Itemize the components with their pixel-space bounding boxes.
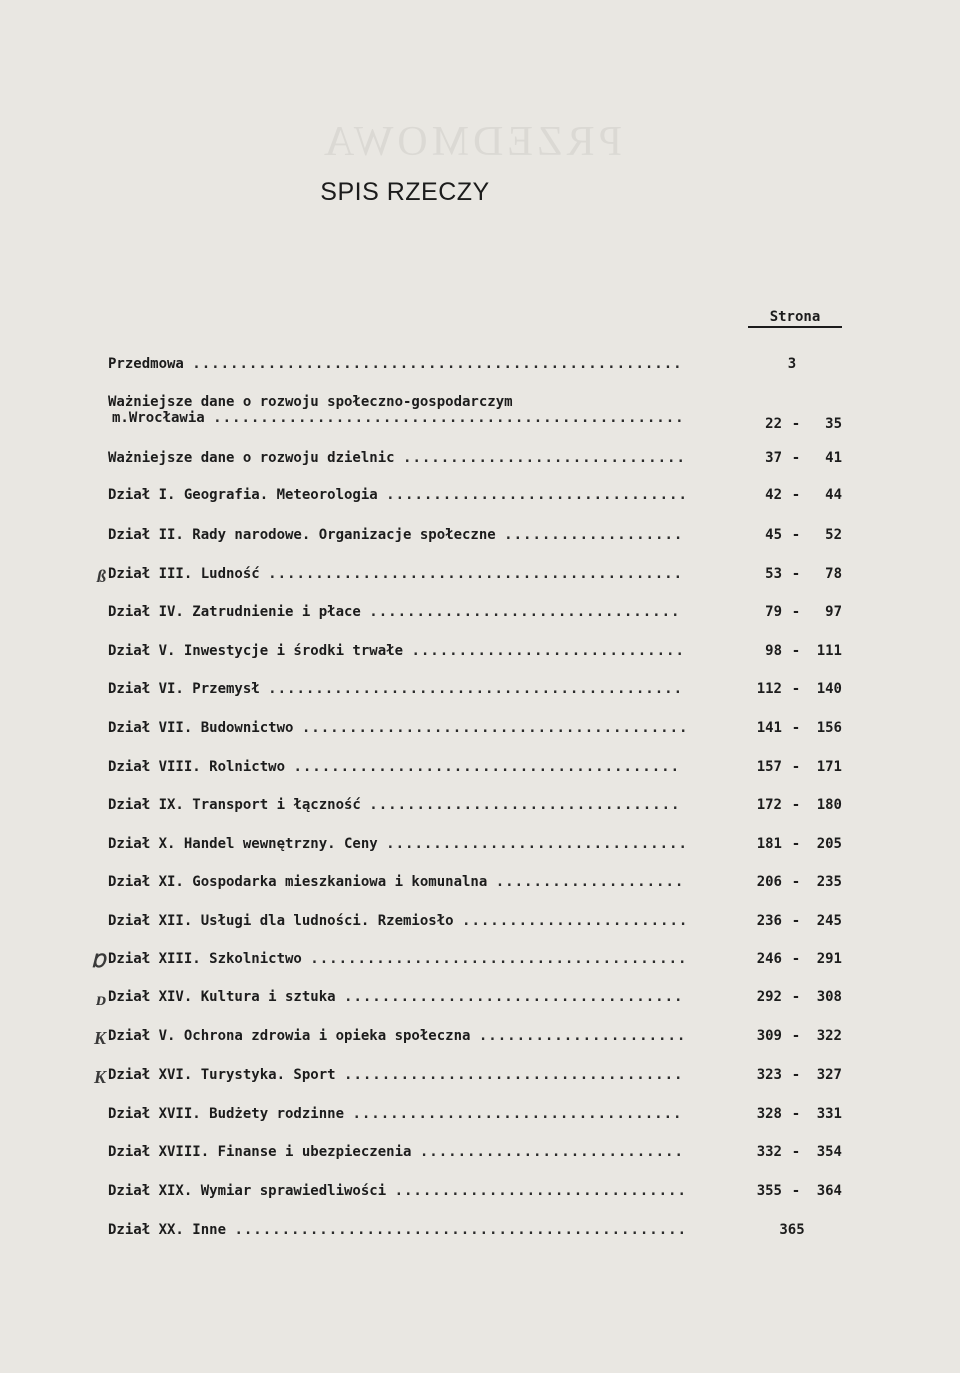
toc-entry — [0, 759, 960, 783]
toc-entry-title: Dział XVIII. Finanse i ubezpieczenia — [108, 1144, 420, 1160]
page-to: 97 — [825, 604, 842, 620]
page-range-dash: - — [791, 604, 801, 620]
page-from: 98 — [765, 643, 782, 659]
toc-entry — [0, 1067, 960, 1091]
toc-entry — [0, 394, 960, 440]
dot-leader: .................................... — [344, 989, 684, 1005]
toc-entry-title: Dział III. Ludność — [108, 566, 269, 582]
page-from: 309 — [756, 1028, 782, 1044]
toc-entry-title: Ważniejsze dane o rozwoju społeczno-gospodarczym — [108, 394, 513, 410]
handwritten-mark: ᴅ — [96, 989, 106, 1009]
page-range-dash: - — [791, 1144, 801, 1160]
dot-leader: ............................................ — [268, 681, 684, 697]
page-from: 172 — [756, 797, 782, 813]
toc-entry-title: Dział XIV. Kultura i sztuka — [108, 989, 345, 1005]
toc-entry-label — [108, 1106, 698, 1122]
page-to: 327 — [816, 1067, 842, 1083]
toc-entry-title: Dział XIX. Wymiar sprawiedliwości — [108, 1183, 395, 1199]
toc-entry-title: Przedmowa — [108, 356, 193, 372]
toc-entry-title: Ważniejsze dane o rozwoju dzielnic — [108, 450, 404, 466]
page-to: 41 — [825, 450, 842, 466]
toc-entry — [0, 720, 960, 744]
handwritten-mark: K — [93, 1028, 106, 1048]
toc-entry-label — [108, 1028, 698, 1044]
handwritten-mark: ß — [97, 566, 106, 586]
page-range-dash: - — [791, 951, 801, 967]
toc-entry-label — [108, 720, 698, 736]
toc-entry-label — [108, 913, 698, 929]
toc-entry-label — [108, 759, 698, 775]
page-from: 42 — [765, 487, 782, 503]
dot-leader: ........................ — [462, 913, 689, 929]
page-to: 235 — [816, 874, 842, 890]
page-to: 44 — [825, 487, 842, 503]
page-from: 112 — [756, 681, 782, 697]
toc-entry-title: Dział X. Handel wewnętrzny. Ceny — [108, 836, 387, 852]
page-to: 52 — [825, 527, 842, 543]
toc-entry-title: Dział V. Ochrona zdrowia i opieka społeczna — [108, 1028, 479, 1044]
page-title: SPIS RZECZY — [320, 178, 490, 206]
toc-entry-title: Dział VIII. Rolnictwo — [108, 759, 294, 775]
dot-leader: ................... — [504, 527, 684, 543]
toc-entry-label — [108, 836, 698, 852]
page-number: 3 — [787, 356, 797, 372]
dot-leader: .................... — [495, 874, 685, 890]
toc-entry-title: Dział XIII. Szkolnictwo — [108, 951, 311, 967]
toc-entry-label — [108, 1067, 698, 1083]
page-to: 354 — [816, 1144, 842, 1160]
page-from: 246 — [756, 951, 782, 967]
toc-entry — [0, 913, 960, 937]
page-range-dash: - — [791, 487, 801, 503]
page-from: 53 — [765, 566, 782, 582]
page-range-dash: - — [791, 527, 801, 543]
page-range-dash: - — [791, 913, 801, 929]
toc-entry-label — [108, 681, 698, 697]
page-range-dash: - — [791, 566, 801, 582]
toc-entry — [0, 527, 960, 551]
toc-entry — [0, 951, 960, 975]
page-from: 181 — [756, 836, 782, 852]
toc-entry — [0, 797, 960, 821]
handwritten-mark: K — [93, 1067, 106, 1087]
toc-entry-title: Dział V. Inwestycje i środki trwałe — [108, 643, 412, 659]
toc-entry — [0, 604, 960, 628]
page-range-dash: - — [791, 1106, 801, 1122]
page-range-dash: - — [791, 989, 801, 1005]
page-to: 331 — [816, 1106, 842, 1122]
page-to: 171 — [816, 759, 842, 775]
page-from: 328 — [756, 1106, 782, 1122]
page-range-dash: - — [791, 1067, 801, 1083]
toc-entry-label — [108, 797, 698, 813]
dot-leader: ...................... — [478, 1028, 687, 1044]
page-from: 22 — [765, 416, 782, 432]
dot-leader: ......................................... — [301, 720, 689, 736]
toc-entry-label — [108, 394, 698, 426]
toc-entry — [0, 874, 960, 898]
page-to: 364 — [816, 1183, 842, 1199]
page-to: 140 — [816, 681, 842, 697]
page-range-dash: - — [791, 681, 801, 697]
toc-entry-label — [108, 643, 698, 659]
toc-entry-title: Dział XVI. Turystyka. Sport — [108, 1067, 345, 1083]
page-from: 37 — [765, 450, 782, 466]
toc-entry — [0, 1106, 960, 1130]
toc-entry-label — [108, 527, 698, 543]
toc-entry-title: Dział XX. Inne — [108, 1222, 235, 1238]
toc-entry-label — [108, 566, 698, 582]
toc-entry — [0, 1028, 960, 1052]
dot-leader: ........................................ — [310, 951, 688, 967]
page-from: 157 — [756, 759, 782, 775]
dot-leader: .............................. — [403, 450, 686, 466]
dot-leader: .................................... — [344, 1067, 684, 1083]
page-to: 156 — [816, 720, 842, 736]
toc-entry — [0, 1144, 960, 1168]
toc-entry-label — [108, 604, 698, 620]
toc-entry-label — [108, 1222, 698, 1238]
dot-leader: ................................ — [386, 487, 688, 503]
dot-leader: .................................................... — [192, 356, 683, 372]
toc-entry — [0, 566, 960, 590]
toc-entry-title: Dział VI. Przemysł — [108, 681, 269, 697]
page-range-dash: - — [791, 450, 801, 466]
page-from: 79 — [765, 604, 782, 620]
page-to: 205 — [816, 836, 842, 852]
page-to: 180 — [816, 797, 842, 813]
page-from: 45 — [765, 527, 782, 543]
toc-entry-label — [108, 874, 698, 890]
page-from: 236 — [756, 913, 782, 929]
page-to: 308 — [816, 989, 842, 1005]
page-range-dash: - — [791, 874, 801, 890]
toc-entry — [0, 989, 960, 1013]
page-from: 332 — [756, 1144, 782, 1160]
page-range-dash: - — [791, 836, 801, 852]
page-column-header: Strona — [748, 308, 842, 328]
toc-entry-title-continued: m.Wrocławia .................................................. — [112, 410, 685, 426]
dot-leader: ................................... — [352, 1106, 683, 1122]
page-to: 245 — [816, 913, 842, 929]
show-through-text: PRZEDMOWA — [320, 119, 623, 165]
toc-entry-label — [108, 989, 698, 1005]
toc-entry-title: Dział IV. Zatrudnienie i płace — [108, 604, 370, 620]
toc-entry — [0, 450, 960, 474]
toc-entry-title: Dział IX. Transport i łączność — [108, 797, 370, 813]
page-range-dash: - — [791, 1183, 801, 1199]
dot-leader: ......................................... — [293, 759, 681, 775]
page-range-dash: - — [791, 759, 801, 775]
dot-leader: ................................. — [369, 797, 681, 813]
toc-entry — [0, 1183, 960, 1207]
dot-leader: .................................................. — [213, 410, 685, 426]
dot-leader: ................................. — [369, 604, 681, 620]
toc-entry-label — [108, 450, 698, 466]
dot-leader: ................................................ — [234, 1222, 688, 1238]
toc-entry-title: Dział I. Geografia. Meteorologia — [108, 487, 387, 503]
page-to: 35 — [825, 416, 842, 432]
page-from: 355 — [756, 1183, 782, 1199]
toc-entry-label — [108, 1144, 698, 1160]
page-from: 141 — [756, 720, 782, 736]
page-to: 78 — [825, 566, 842, 582]
dot-leader: ............................................ — [268, 566, 684, 582]
toc-entry-title: Dział XII. Usługi dla ludności. Rzemiosło — [108, 913, 463, 929]
page-range-dash: - — [791, 797, 801, 813]
toc-entry-label — [108, 1183, 698, 1199]
toc-entry — [0, 681, 960, 705]
page-from: 323 — [756, 1067, 782, 1083]
page-to: 291 — [816, 951, 842, 967]
toc-entry — [0, 487, 960, 511]
page-from: 292 — [756, 989, 782, 1005]
toc-entry-title: Dział XI. Gospodarka mieszkaniowa i komunalna — [108, 874, 496, 890]
toc-entry-title: Dział VII. Budownictwo — [108, 720, 302, 736]
dot-leader: ............................. — [411, 643, 685, 659]
toc-entry-label — [108, 356, 698, 372]
toc-entry — [0, 356, 960, 380]
page-range-dash: - — [791, 643, 801, 659]
page-range-dash: - — [791, 720, 801, 736]
page-to: 111 — [816, 643, 842, 659]
dot-leader: ................................ — [386, 836, 688, 852]
dot-leader: ............................... — [394, 1183, 687, 1199]
page-range-dash: - — [791, 416, 801, 432]
toc-entry-label — [108, 487, 698, 503]
toc-entry — [0, 643, 960, 667]
handwritten-mark: Ɒ — [91, 951, 106, 971]
dot-leader: ............................ — [419, 1144, 684, 1160]
toc-entry-label — [108, 951, 698, 967]
toc-entry-title: Dział II. Rady narodowe. Organizacje społeczne — [108, 527, 505, 543]
page-number: 365 — [779, 1222, 805, 1238]
toc-entry — [0, 836, 960, 860]
page-range-dash: - — [791, 1028, 801, 1044]
toc-entry-title: Dział XVII. Budżety rodzinne — [108, 1106, 353, 1122]
page-to: 322 — [816, 1028, 842, 1044]
page-from: 206 — [756, 874, 782, 890]
toc-entry — [0, 1222, 960, 1246]
